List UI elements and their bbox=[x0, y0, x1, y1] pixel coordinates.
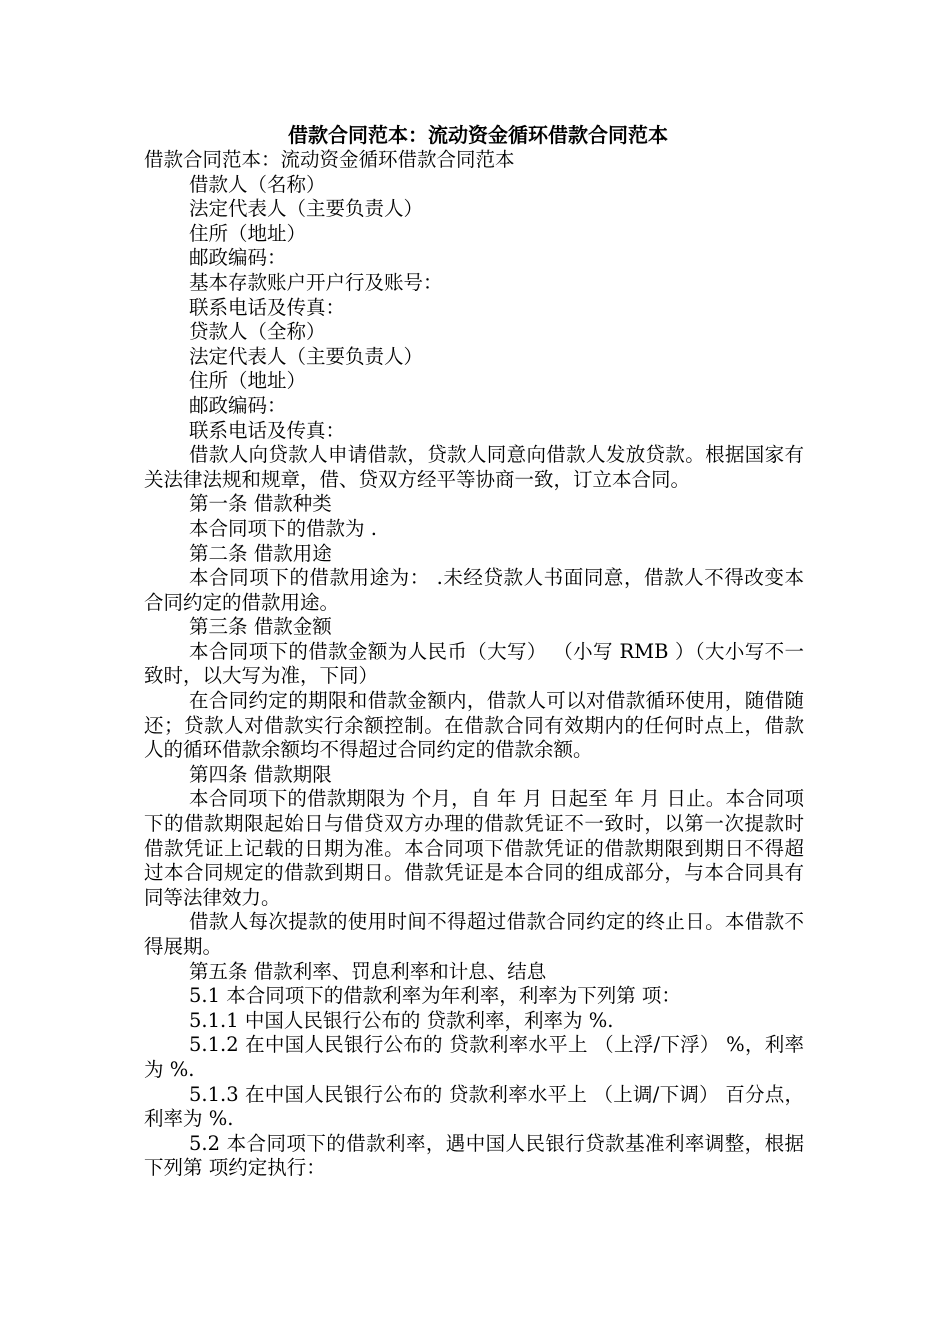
article-2-body: 本合同项下的借款用途为： .未经贷款人书面同意，借款人不得改变本合同约定的借款用途。 bbox=[144, 566, 804, 614]
article-4-heading: 第四条 借款期限 bbox=[189, 762, 332, 786]
preamble-paragraph: 借款人向贷款人申请借款，贷款人同意向借款人发放贷款。根据国家有关法律法规和规章，借、贷双方经平等协商一致，订立本合同。 bbox=[144, 443, 804, 491]
article-3-heading: 第三条 借款金额 bbox=[189, 615, 332, 639]
document-title: 借款合同范本：流动资金循环借款合同范本 bbox=[288, 123, 668, 147]
article-4-body: 本合同项下的借款期限为 个月，自 年 月 日起至 年 月 日止。本合同项下的借款期限起始日与借贷双方办理的借款凭证不一致时，以第一次提款时借款凭证上记载的日期为准。本合同项下借款凭证的借款期限到期日不得超过本合同规定的借款到期日。借款凭证是本合同的组成部分，与本合同具有同等法律效力。 bbox=[144, 787, 804, 909]
borrower-representative-line: 法定代表人（主要负责人） bbox=[189, 197, 424, 221]
borrower-bank-account-line: 基本存款账户开户行及账号： bbox=[189, 270, 443, 294]
article-3-revolving-paragraph: 在合同约定的期限和借款金额内，借款人可以对借款循环使用，随借随还；贷款人对借款实行余额控制。在借款合同有效期内的任何时点上，借款人的循环借款余额均不得超过合同约定的借款余额。 bbox=[144, 689, 804, 762]
lender-name-line: 贷款人（全称） bbox=[189, 320, 326, 344]
borrower-address-line: 住所（地址） bbox=[189, 221, 307, 245]
article-3-body: 本合同项下的借款金额为人民币（大写） （小写 RMB ）（大小写不一致时，以大写为准，下同） bbox=[144, 639, 804, 688]
clause-5-2: 5.2 本合同项下的借款利率，遇中国人民银行贷款基准利率调整，根据下列第 项约定执行： bbox=[144, 1131, 804, 1180]
borrower-postcode-line: 邮政编码： bbox=[189, 246, 287, 270]
doc-subtitle: 借款合同范本：流动资金循环借款合同范本 bbox=[144, 148, 515, 171]
clause-5-1-2: 5.1.2 在中国人民银行公布的 贷款利率水平上 （上浮/下浮） %，利率为 %. bbox=[144, 1033, 804, 1081]
article-4-drawdown-paragraph: 借款人每次提款的使用时间不得超过借款合同约定的终止日。本借款不得展期。 bbox=[144, 910, 804, 958]
lender-phone-fax-line: 联系电话及传真： bbox=[189, 418, 346, 442]
document-page bbox=[144, 120, 804, 1181]
article-1-heading: 第一条 借款种类 bbox=[189, 492, 332, 516]
borrower-name-line: 借款人（名称） bbox=[189, 172, 326, 196]
article-2-heading: 第二条 借款用途 bbox=[189, 541, 332, 565]
borrower-phone-fax-line: 联系电话及传真： bbox=[189, 295, 346, 319]
clause-5-1-3: 5.1.3 在中国人民银行公布的 贷款利率水平上 （上调/下调） 百分点，利率为 %. bbox=[144, 1082, 804, 1131]
clause-5-1-1: 5.1.1 中国人民银行公布的 贷款利率，利率为 %. bbox=[189, 1008, 614, 1032]
lender-representative-line: 法定代表人（主要负责人） bbox=[189, 344, 424, 368]
article-1-body: 本合同项下的借款为 . bbox=[189, 516, 377, 540]
article-5-heading: 第五条 借款利率、罚息利率和计息、结息 bbox=[189, 959, 547, 983]
lender-postcode-line: 邮政编码： bbox=[189, 393, 287, 417]
clause-5-1: 5.1 本合同项下的借款利率为年利率，利率为下列第 项： bbox=[189, 984, 681, 1008]
lender-address-line: 住所（地址） bbox=[189, 369, 307, 393]
